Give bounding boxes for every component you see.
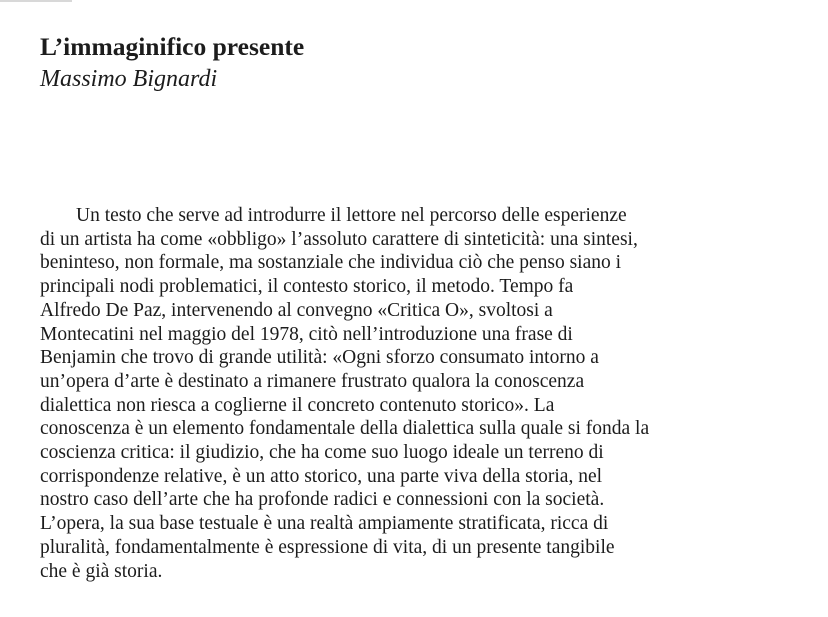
text-line: coscienza critica: il giudizio, che ha come suo luogo ideale un terreno di [40, 442, 604, 464]
text-line: Un testo che serve ad introdurre il lettore nel percorso delle esperienze [76, 205, 627, 226]
body-paragraph [40, 204, 815, 583]
text-line: corrispondenze relative, è un atto storico, una parte viva della storia, nel [40, 465, 603, 487]
top-rule [0, 0, 72, 2]
text-line: nostro caso dell’arte che ha profonde radici e connessioni con la società. [40, 489, 605, 511]
text-line: conoscenza è un elemento fondamentale della dialettica sulla quale si fonda la [40, 418, 650, 440]
author-name: Massimo Bignardi [40, 66, 218, 92]
text-line: che è già storia. [40, 560, 163, 582]
text-line: dialettica non riesca a coglierne il concreto contenuto storico». La [40, 394, 555, 416]
text-line: Alfredo De Paz, intervenendo al convegno «Critica O», svoltosi a [40, 299, 553, 321]
text-line: di un artista ha come «obbligo» l’assoluto carattere di sinteticità: una sintesi, [40, 228, 638, 250]
text-line: Montecatini nel maggio del 1978, citò nell’introduzione una frase di [40, 323, 573, 345]
text-line: un’opera d’arte è destinato a rimanere frustrato qualora la conoscenza [40, 370, 585, 392]
text-line: pluralità, fondamentalmente è espressione di vita, di un presente tangibile [40, 536, 615, 558]
text-line: L’opera, la sua base testuale è una realtà ampiamente stratificata, ricca di [40, 513, 609, 535]
text-line: beninteso, non formale, ma sostanziale che individua ciò che penso siano i [40, 252, 622, 274]
text-line: Benjamin che trovo di grande utilità: «Ogni sforzo consumato intorno a [40, 347, 599, 369]
text-line: principali nodi problematici, il contesto storico, il metodo. Tempo fa [40, 276, 574, 298]
page-title: L’immaginifico presente [40, 32, 305, 61]
